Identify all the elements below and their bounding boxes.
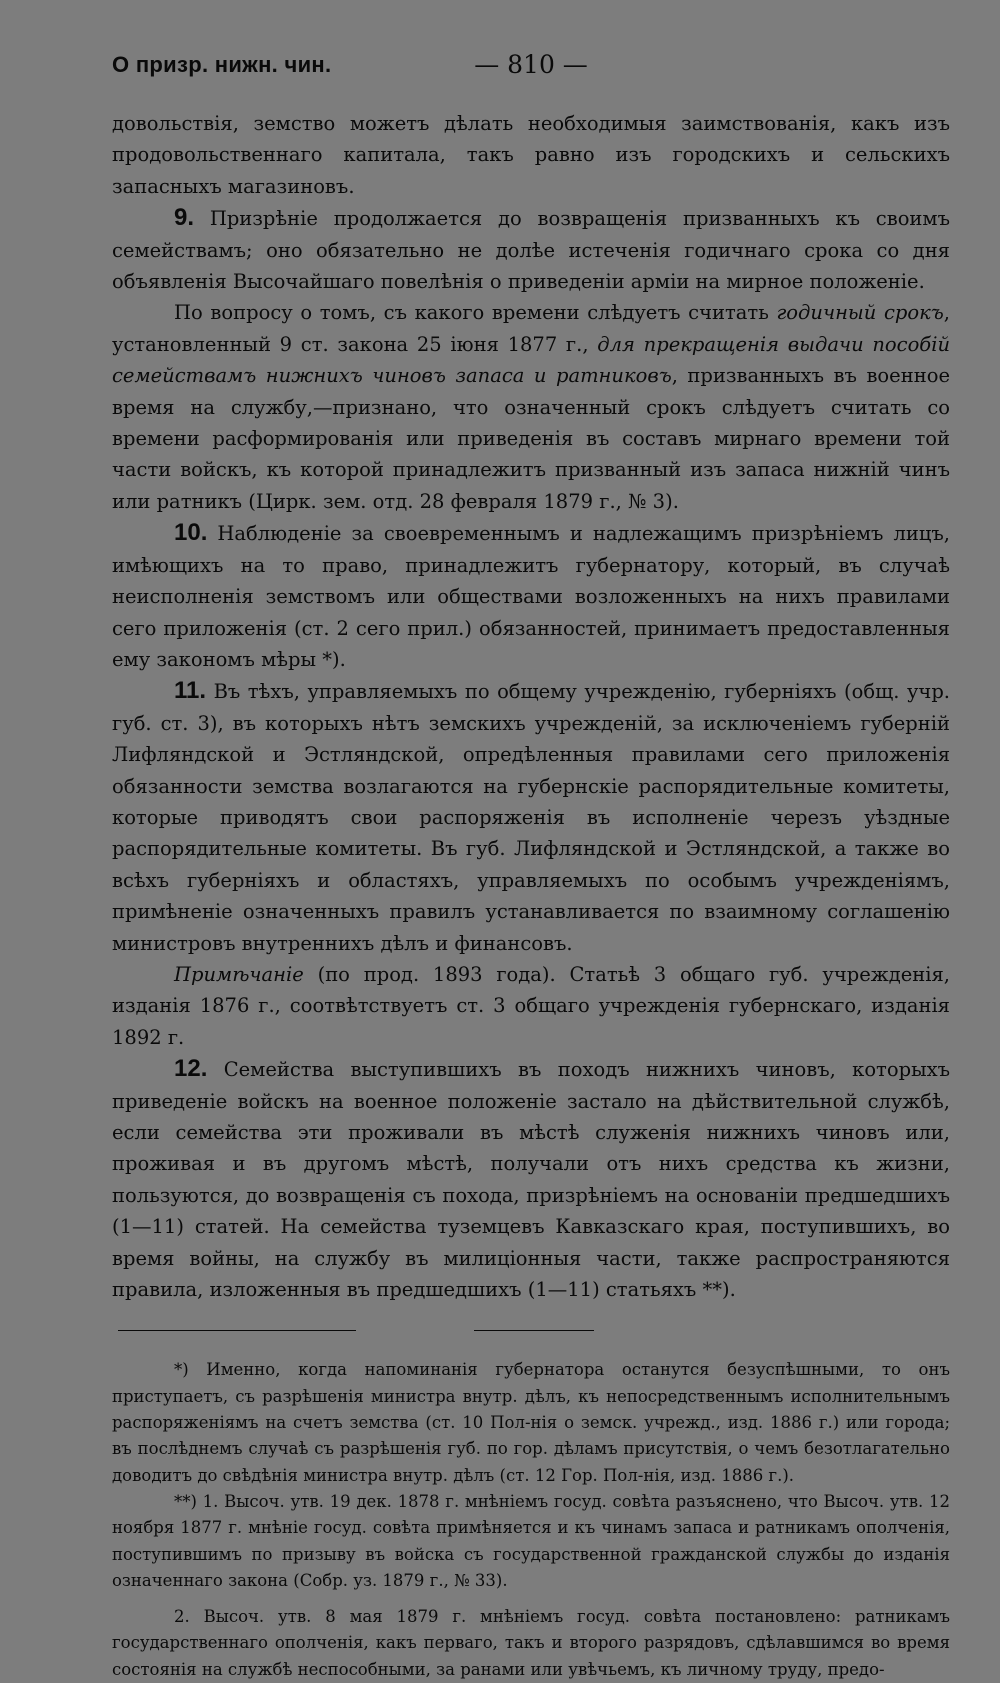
body-text bbox=[112, 108, 950, 1305]
paragraph bbox=[112, 1053, 950, 1305]
emphasis-text: Примѣчаніе bbox=[174, 962, 304, 986]
paragraph-text: , установленный 9 ст. закона 25 іюня 1877 г., bbox=[112, 301, 950, 356]
footnote-text: *) Именно, когда напоминанія губернатора останутся безуспѣшными, то онъ приступаетъ, съ разрѣшенія министра внутр. дѣлъ, къ непосредственнымъ исполнительнымъ распоряженіямъ на счетъ земства (ст. 10 Пол-нія о земск. учрежд., изд. 1886 г.) или города; въ послѣднемъ случаѣ съ разрѣшенія губ. по гор. дѣламъ присутствія, о чемъ безотлагательно доводитъ до свѣдѣнія министра внутр. дѣлъ (ст. 12 Гор. Пол-нія, изд. 1886 г.). bbox=[112, 1360, 950, 1485]
page-number: — 810 — bbox=[474, 50, 588, 79]
section-title: О призр. нижн. чин. bbox=[112, 52, 332, 77]
footnotes bbox=[112, 1357, 950, 1683]
paragraph-text: Наблюденіе за своевременнымъ и надлежащимъ призрѣніемъ лицъ, имѣющихъ на то право, принадлежитъ губернатору, который, въ случаѣ неисполненія земствомъ или обществами возложенныхъ на нихъ правилами сего приложенія (ст. 2 сего прил.) обязанностей, принимаетъ предоставленныя ему закономъ мѣры *). bbox=[112, 522, 950, 671]
emphasis-text: для прекращенія выдачи пособій семействамъ нижнихъ чиновъ запаса и ратниковъ bbox=[112, 332, 950, 388]
paragraph-text: Въ тѣхъ, управляемыхъ по общему учрежденію, губерніяхъ (общ. учр. губ. ст. 3), въ которыхъ нѣтъ земскихъ учрежденій, за исключеніемъ губерній Лифляндской и Эстляндской, опредѣленныя правилами сего приложенія обязанности земства возлагаются на губернскіе распорядительные комитеты, которые приводятъ свои распоряженія въ исполненіе черезъ уѣздные распорядительные комитеты. Въ губ. Лифляндской и Эстляндской, а также во всѣхъ губерніяхъ и областяхъ, управляемыхъ по особымъ учрежденіямъ, примѣненіе означенныхъ правилъ устанавливается по взаимному соглашенію министровъ внутреннихъ дѣлъ и финансовъ. bbox=[112, 680, 951, 955]
paragraph-text: По вопросу о томъ, съ какого времени слѣдуетъ считать bbox=[174, 301, 777, 325]
footnote-rule bbox=[118, 1330, 356, 1331]
article-number: 12. bbox=[174, 1055, 208, 1083]
paragraph-text: довольствія, земство можетъ дѣлать необходимыя заимствованія, какъ изъ продовольственнаго капитала, такъ равно изъ городскихъ и сельскихъ запасныхъ магазиновъ. bbox=[112, 112, 950, 198]
article-number: 9. bbox=[174, 204, 195, 232]
section-end-rule bbox=[474, 1330, 594, 1331]
paragraph bbox=[112, 959, 950, 1053]
footnote-text: **) 1. Высоч. утв. 19 дек. 1878 г. мнѣніемъ госуд. совѣта разъяснено, что Высоч. утв. 12 ноября 1877 г. мнѣніе госуд. совѣта примѣняется и къ чинамъ запаса и ратникамъ ополченія, поступившимъ по призыву въ войска съ государственной гражданской службы до изданія означеннаго закона (Собр. уз. 1879 г., № 33). bbox=[112, 1491, 950, 1590]
emphasis-text: годичный срокъ bbox=[776, 301, 944, 325]
footnote bbox=[112, 1604, 950, 1683]
article-number: 11. bbox=[174, 677, 207, 705]
document-page bbox=[112, 46, 950, 1683]
paragraph-text: (по прод. 1893 года). Статьѣ 3 общаго губ. учрежденія, изданія 1876 г., соотвѣтствуетъ ст. 3 общаго учрежденія губернскаго, изданія 1892 г. bbox=[112, 962, 950, 1049]
paragraph bbox=[112, 517, 950, 675]
paragraph-text: Семейства выступившихъ въ походъ нижнихъ чиновъ, которыхъ приведеніе войскъ на военное положеніе застало на дѣйствительной службѣ, если семейства эти проживали въ мѣстѣ служенія нижнихъ чиновъ или, проживая и въ другомъ мѣстѣ, получали отъ нихъ средства къ жизни, пользуются, до возвращенія съ похода, призрѣніемъ на основаніи предшедшихъ (1—11) статей. На семейства туземцевъ Кавказскаго края, поступившихъ, во время войны, на службу въ милиціонныя части, также распространяются правила, изложенныя въ предшедшихъ (1—11) статьяхъ **). bbox=[112, 1058, 950, 1302]
paragraph bbox=[112, 108, 950, 202]
footnote bbox=[112, 1357, 950, 1488]
paragraph-text: , призванныхъ въ военное время на службу,—признано, что означенный срокъ слѣдуетъ считать со времени расформированія или приведенія въ составъ мирнаго времени той части войскъ, къ которой принадлежитъ призванный изъ запаса нижній чинъ или ратникъ (Цирк. зем. отд. 28 февраля 1879 г., № 3). bbox=[112, 364, 950, 513]
paragraph bbox=[112, 675, 950, 959]
paragraph bbox=[112, 202, 950, 297]
paragraph-text: Призрѣніе продолжается до возвращенія призванныхъ къ своимъ семействамъ; оно обязательно не долѣе истеченія годичнаго срока со дня объявленія Высочайшаго повелѣнія о приведеніи арміи на мирное положеніе. bbox=[112, 207, 950, 294]
paragraph bbox=[112, 297, 950, 517]
article-number: 10. bbox=[174, 519, 208, 547]
footnote bbox=[112, 1489, 950, 1594]
running-header bbox=[112, 46, 950, 90]
footnote-text: 2. Высоч. утв. 8 мая 1879 г. мнѣніемъ госуд. совѣта постановлено: ратникамъ государственнаго ополченія, какъ перваго, такъ и второго разрядовъ, сдѣлавшимся во время состоянія на службѣ неспособными, за ранами или увѣчьемъ, къ личному труду, предо- bbox=[112, 1607, 950, 1679]
